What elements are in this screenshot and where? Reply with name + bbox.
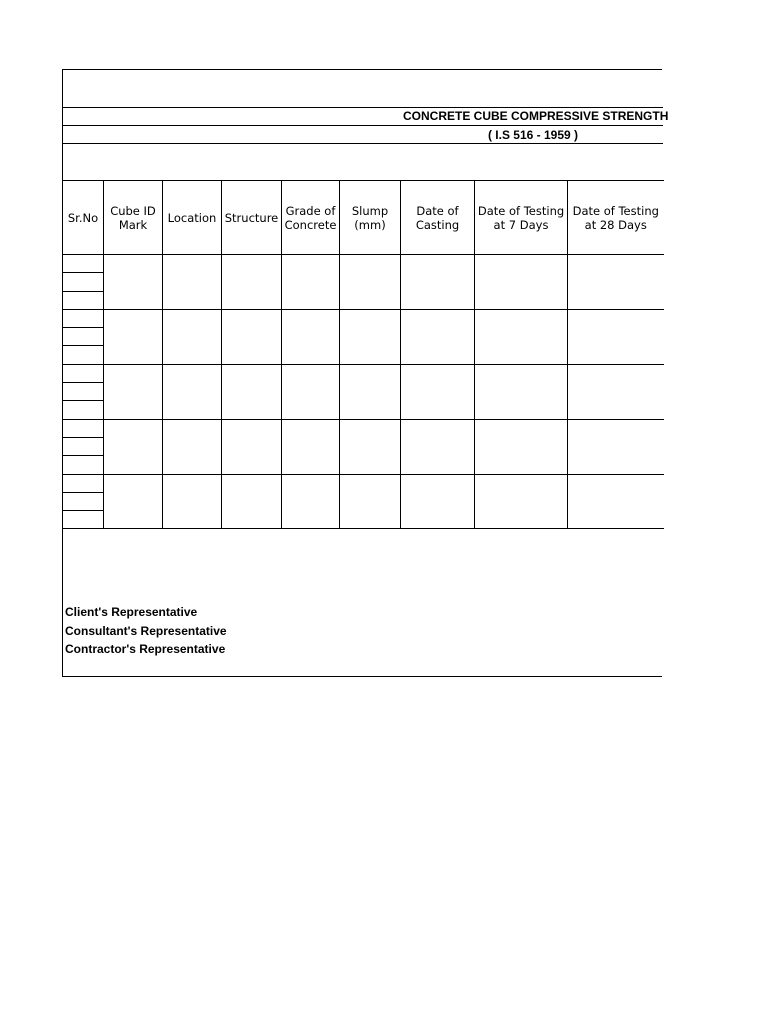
sr-no-cell[interactable] bbox=[63, 309, 104, 327]
grade-cell[interactable] bbox=[282, 255, 340, 310]
date-28-cell[interactable] bbox=[568, 419, 664, 474]
date-casting-cell[interactable] bbox=[401, 364, 475, 419]
report-standard: ( I.S 516 - 1959 ) bbox=[487, 128, 579, 142]
sr-no-cell[interactable] bbox=[63, 273, 104, 291]
date-7-cell[interactable] bbox=[475, 309, 568, 364]
date-28-cell[interactable] bbox=[568, 309, 664, 364]
column-header-date-28: Date of Testing at 28 Days bbox=[568, 181, 664, 255]
column-header-cube-id: Cube ID Mark bbox=[104, 181, 163, 255]
sr-no-cell[interactable] bbox=[63, 255, 104, 273]
sr-no-cell[interactable] bbox=[63, 328, 104, 346]
column-header-sr-no: Sr.No bbox=[63, 181, 104, 255]
grade-cell[interactable] bbox=[282, 309, 340, 364]
contractor-representative-label: Contractor's Representative bbox=[65, 642, 226, 656]
structure-cell[interactable] bbox=[222, 309, 282, 364]
cube-id-cell[interactable] bbox=[104, 309, 163, 364]
table-header-row bbox=[63, 181, 664, 255]
divider bbox=[63, 125, 663, 126]
sr-no-cell[interactable] bbox=[63, 291, 104, 309]
grade-cell[interactable] bbox=[282, 364, 340, 419]
client-representative-label: Client's Representative bbox=[65, 605, 198, 619]
date-casting-cell[interactable] bbox=[401, 309, 475, 364]
date-casting-cell[interactable] bbox=[401, 474, 475, 529]
date-7-cell[interactable] bbox=[475, 364, 568, 419]
structure-cell[interactable] bbox=[222, 419, 282, 474]
date-casting-cell[interactable] bbox=[401, 419, 475, 474]
location-cell[interactable] bbox=[163, 474, 222, 529]
consultant-representative-label: Consultant's Representative bbox=[65, 624, 227, 638]
table-row bbox=[63, 255, 664, 273]
structure-cell[interactable] bbox=[222, 364, 282, 419]
cube-id-cell[interactable] bbox=[104, 364, 163, 419]
sr-no-cell[interactable] bbox=[63, 364, 104, 382]
table-row bbox=[63, 309, 664, 327]
column-header-grade: Grade of Concrete bbox=[282, 181, 340, 255]
sr-no-cell[interactable] bbox=[63, 492, 104, 510]
date-28-cell[interactable] bbox=[568, 474, 664, 529]
column-header-slump: Slump (mm) bbox=[340, 181, 401, 255]
sr-no-cell[interactable] bbox=[63, 437, 104, 455]
sr-no-cell[interactable] bbox=[63, 383, 104, 401]
date-28-cell[interactable] bbox=[568, 364, 664, 419]
location-cell[interactable] bbox=[163, 255, 222, 310]
divider bbox=[63, 143, 663, 144]
sr-no-cell[interactable] bbox=[63, 401, 104, 419]
report-title: CONCRETE CUBE COMPRESSIVE STRENGTH bbox=[403, 109, 669, 123]
cube-test-table bbox=[62, 180, 664, 529]
sr-no-cell[interactable] bbox=[63, 511, 104, 529]
location-cell[interactable] bbox=[163, 419, 222, 474]
structure-cell[interactable] bbox=[222, 255, 282, 310]
table-row bbox=[63, 419, 664, 437]
date-7-cell[interactable] bbox=[475, 255, 568, 310]
column-header-location: Location bbox=[163, 181, 222, 255]
table-row bbox=[63, 364, 664, 382]
date-7-cell[interactable] bbox=[475, 419, 568, 474]
cube-id-cell[interactable] bbox=[104, 474, 163, 529]
column-header-structure: Structure bbox=[222, 181, 282, 255]
slump-cell[interactable] bbox=[340, 255, 401, 310]
slump-cell[interactable] bbox=[340, 474, 401, 529]
table-row bbox=[63, 474, 664, 492]
column-header-date-casting: Date of Casting bbox=[401, 181, 475, 255]
cube-id-cell[interactable] bbox=[104, 255, 163, 310]
date-casting-cell[interactable] bbox=[401, 255, 475, 310]
date-7-cell[interactable] bbox=[475, 474, 568, 529]
sr-no-cell[interactable] bbox=[63, 456, 104, 474]
slump-cell[interactable] bbox=[340, 364, 401, 419]
sr-no-cell[interactable] bbox=[63, 346, 104, 364]
sr-no-cell[interactable] bbox=[63, 474, 104, 492]
column-header-date-7: Date of Testing at 7 Days bbox=[475, 181, 568, 255]
structure-cell[interactable] bbox=[222, 474, 282, 529]
sr-no-cell[interactable] bbox=[63, 419, 104, 437]
grade-cell[interactable] bbox=[282, 474, 340, 529]
grade-cell[interactable] bbox=[282, 419, 340, 474]
cube-id-cell[interactable] bbox=[104, 419, 163, 474]
location-cell[interactable] bbox=[163, 364, 222, 419]
report-sheet bbox=[62, 69, 669, 677]
location-cell[interactable] bbox=[163, 309, 222, 364]
date-28-cell[interactable] bbox=[568, 255, 664, 310]
slump-cell[interactable] bbox=[340, 419, 401, 474]
slump-cell[interactable] bbox=[340, 309, 401, 364]
